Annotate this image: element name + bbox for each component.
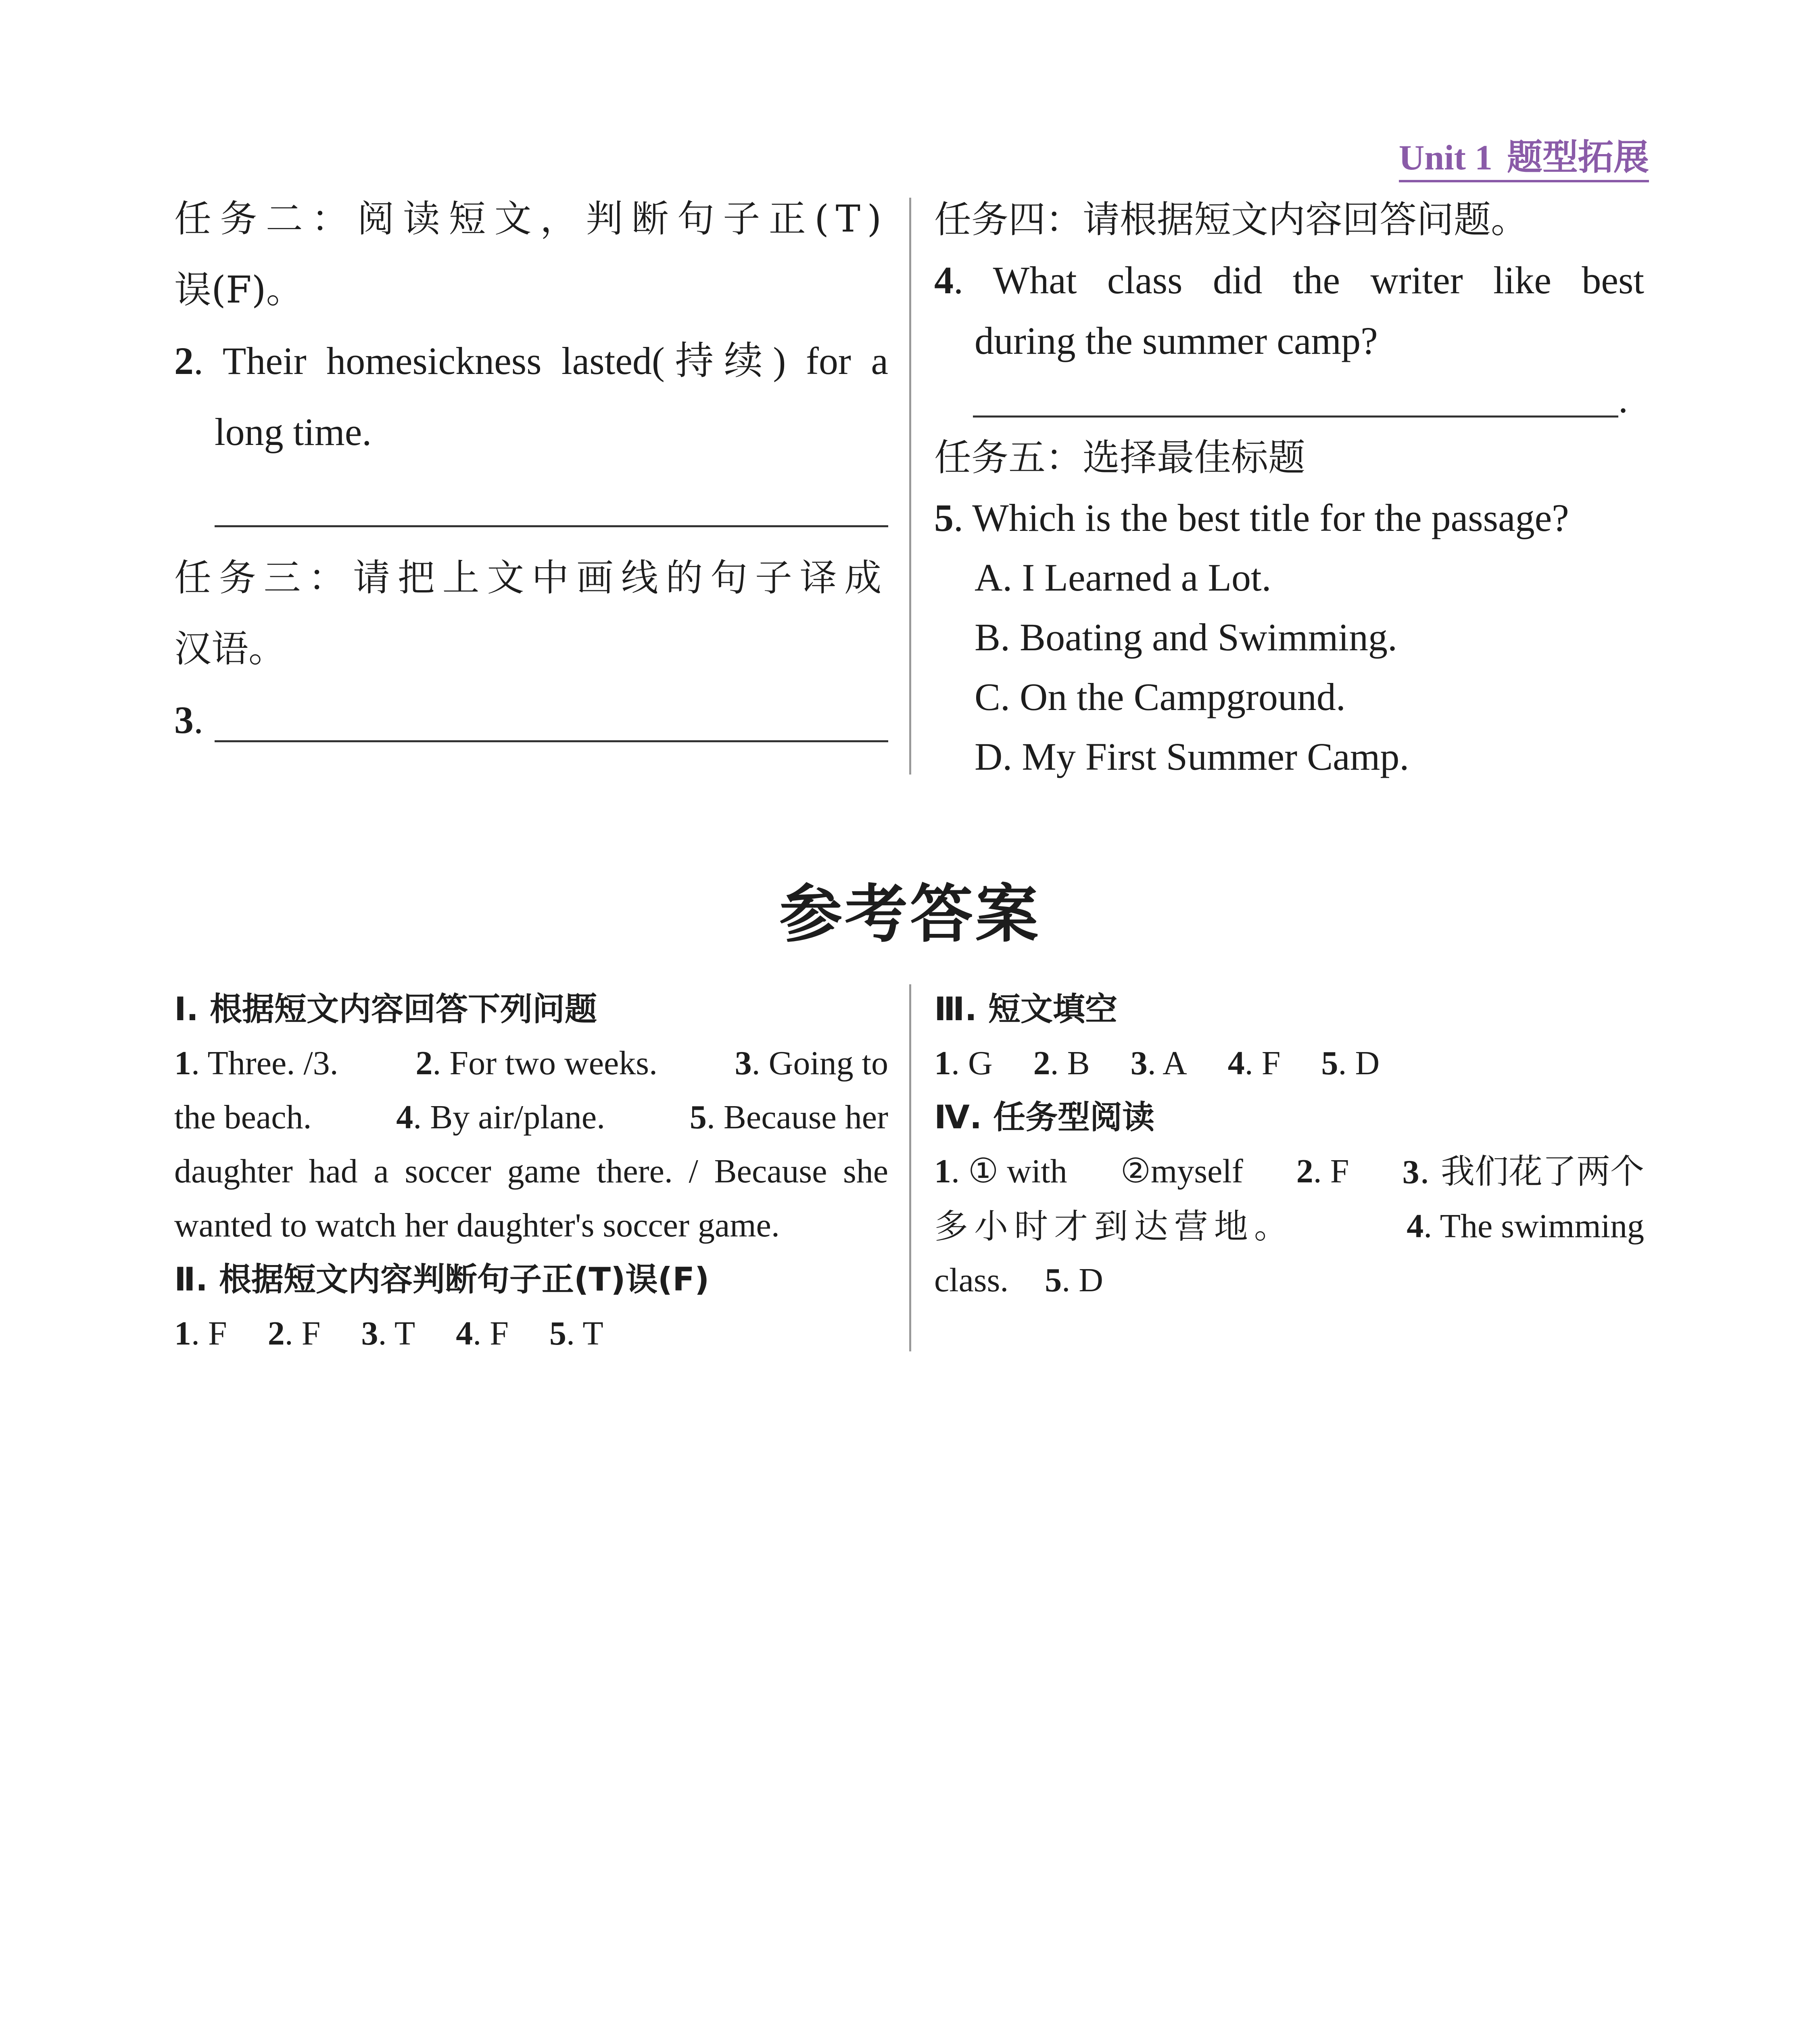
s4-answer-1b: ②myself: [1120, 1153, 1243, 1190]
question-4-end-dot: .: [1618, 378, 1628, 421]
answer-key-title: 参考答案: [779, 877, 1041, 951]
question-3-dot: .: [194, 698, 203, 741]
s3-answer-3: . A: [1147, 1044, 1187, 1082]
s4-answer-1a: . ① with: [951, 1153, 1067, 1190]
task3-block: [174, 543, 888, 756]
s1-answer-1-number: 1: [174, 1044, 191, 1082]
section-1-line1: [174, 1036, 888, 1090]
s2-answer-2: . F: [284, 1315, 321, 1352]
s1-answer-4-number: 4: [396, 1098, 413, 1136]
s4-answer-4-cont: class.: [934, 1261, 1009, 1299]
task2-title-line2: 误(F)。: [174, 268, 303, 311]
question-4-number: 4: [934, 259, 954, 302]
answer-line-q3[interactable]: [215, 740, 888, 742]
s3-answer-3-number: 3: [1130, 1044, 1148, 1082]
section-4-line3: [934, 1253, 1644, 1307]
s2-answer-5-number: 5: [549, 1315, 566, 1352]
task3-title-line2: 汉语。: [174, 627, 286, 670]
section-1-line2: [174, 1090, 888, 1144]
left-column: [174, 184, 888, 468]
column-divider-top: [909, 198, 911, 775]
s4-answer-2-number: 2: [1296, 1153, 1313, 1190]
section-3-answers: [934, 1036, 1644, 1090]
question-2-number: 2: [174, 339, 194, 382]
answer-left-column: [174, 982, 888, 1361]
answer-right-column: [934, 982, 1644, 1307]
s1-answer-3-cont: the beach.: [174, 1098, 312, 1136]
s4-answer-5: . D: [1062, 1261, 1103, 1299]
s3-answer-4: . F: [1244, 1044, 1281, 1082]
section-2-title: Ⅱ. 根据短文内容判断句子正(T)误(F): [174, 1261, 710, 1298]
s2-answer-3-number: 3: [361, 1315, 378, 1352]
s4-answer-2: . F: [1313, 1153, 1349, 1190]
s1-answer-3: . Going to: [751, 1044, 888, 1082]
question-5-text: . Which is the best title for the passage?: [954, 496, 1569, 539]
s3-answer-1: . G: [951, 1044, 993, 1082]
section-1-line4: wanted to watch her daughter's soccer game.: [174, 1207, 780, 1244]
s2-answer-1: . F: [191, 1315, 227, 1352]
answer-line-q4[interactable]: [973, 416, 1618, 418]
s3-answer-5-number: 5: [1321, 1044, 1338, 1082]
task5-block: [934, 428, 1644, 787]
s4-answer-3-cont: 多小时才到达营地。: [934, 1207, 1294, 1246]
task2-title-line1: 任务二：阅读短文，判断句子正(T): [174, 197, 888, 240]
section-1-line3: daughter had a soccer game there. / Because she: [174, 1153, 888, 1190]
task3-title-line1: 任务三：请把上文中画线的句子译成: [174, 556, 888, 599]
s3-answer-1-number: 1: [934, 1044, 951, 1082]
column-divider-bottom: [909, 984, 911, 1351]
s3-answer-2: . B: [1050, 1044, 1090, 1082]
section-2-answers: [174, 1307, 888, 1361]
question-4-line1: [934, 250, 1644, 311]
s1-answer-4: . By air/plane.: [413, 1098, 605, 1136]
right-column: [934, 190, 1644, 371]
s4-answer-1-number: 1: [934, 1153, 951, 1190]
task5-title: 任务五：选择最佳标题: [934, 436, 1306, 479]
s1-answer-3-number: 3: [735, 1044, 752, 1082]
option-c[interactable]: C. On the Campground.: [975, 675, 1346, 718]
question-5-number: 5: [934, 496, 954, 539]
s1-answer-2: . For two weeks.: [432, 1044, 657, 1082]
task4-title: 任务四：请根据短文内容回答问题。: [934, 198, 1528, 241]
s2-answer-5: . T: [566, 1315, 603, 1352]
s2-answer-4-number: 4: [456, 1315, 473, 1352]
s1-answer-5: . Because her: [706, 1098, 888, 1136]
question-5: [934, 488, 1644, 548]
s1-answer-1: . Three. /3.: [191, 1044, 338, 1082]
s4-answer-4: . The swimming: [1423, 1207, 1644, 1245]
page-header: [1399, 137, 1649, 182]
question-2-text: . Their homesickness lasted(持续) for a: [194, 339, 888, 382]
option-a[interactable]: A. I Learned a Lot.: [975, 556, 1271, 599]
question-2-line2: long time.: [215, 410, 372, 453]
question-4-text: . What class did the writer like best: [954, 259, 1644, 302]
s4-answer-5-number: 5: [1045, 1261, 1062, 1299]
s3-answer-2-number: 2: [1033, 1044, 1050, 1082]
section-4-title: Ⅳ. 任务型阅读: [934, 1098, 1155, 1136]
option-d[interactable]: D. My First Summer Camp.: [975, 735, 1409, 778]
s1-answer-2-number: 2: [415, 1044, 433, 1082]
question-3: [174, 685, 888, 756]
question-2-line1: [174, 326, 888, 397]
header-title: 题型拓展: [1507, 136, 1649, 178]
s4-answer-3-number: 3: [1402, 1153, 1419, 1191]
s2-answer-1-number: 1: [174, 1315, 191, 1352]
section-4-line1: [934, 1144, 1644, 1199]
answer-line-q2[interactable]: [215, 525, 888, 527]
section-4-line2: [934, 1199, 1644, 1253]
section-3-title: Ⅲ. 短文填空: [934, 990, 1117, 1028]
s2-answer-3: . T: [378, 1315, 415, 1352]
s1-answer-5-number: 5: [689, 1098, 707, 1136]
s2-answer-2-number: 2: [267, 1315, 285, 1352]
s2-answer-4: . F: [473, 1315, 509, 1352]
s4-answer-4-number: 4: [1407, 1207, 1424, 1245]
s3-answer-4-number: 4: [1227, 1044, 1245, 1082]
option-b[interactable]: B. Boating and Swimming.: [975, 616, 1398, 659]
question-4-line2: during the summer camp?: [975, 319, 1378, 362]
header-unit: Unit 1: [1398, 138, 1492, 177]
section-1-title: Ⅰ. 根据短文内容回答下列问题: [174, 990, 597, 1028]
s3-answer-5: . D: [1338, 1044, 1380, 1082]
s4-answer-3: . 我们花了两个: [1419, 1152, 1644, 1191]
question-3-number: 3: [174, 698, 194, 741]
